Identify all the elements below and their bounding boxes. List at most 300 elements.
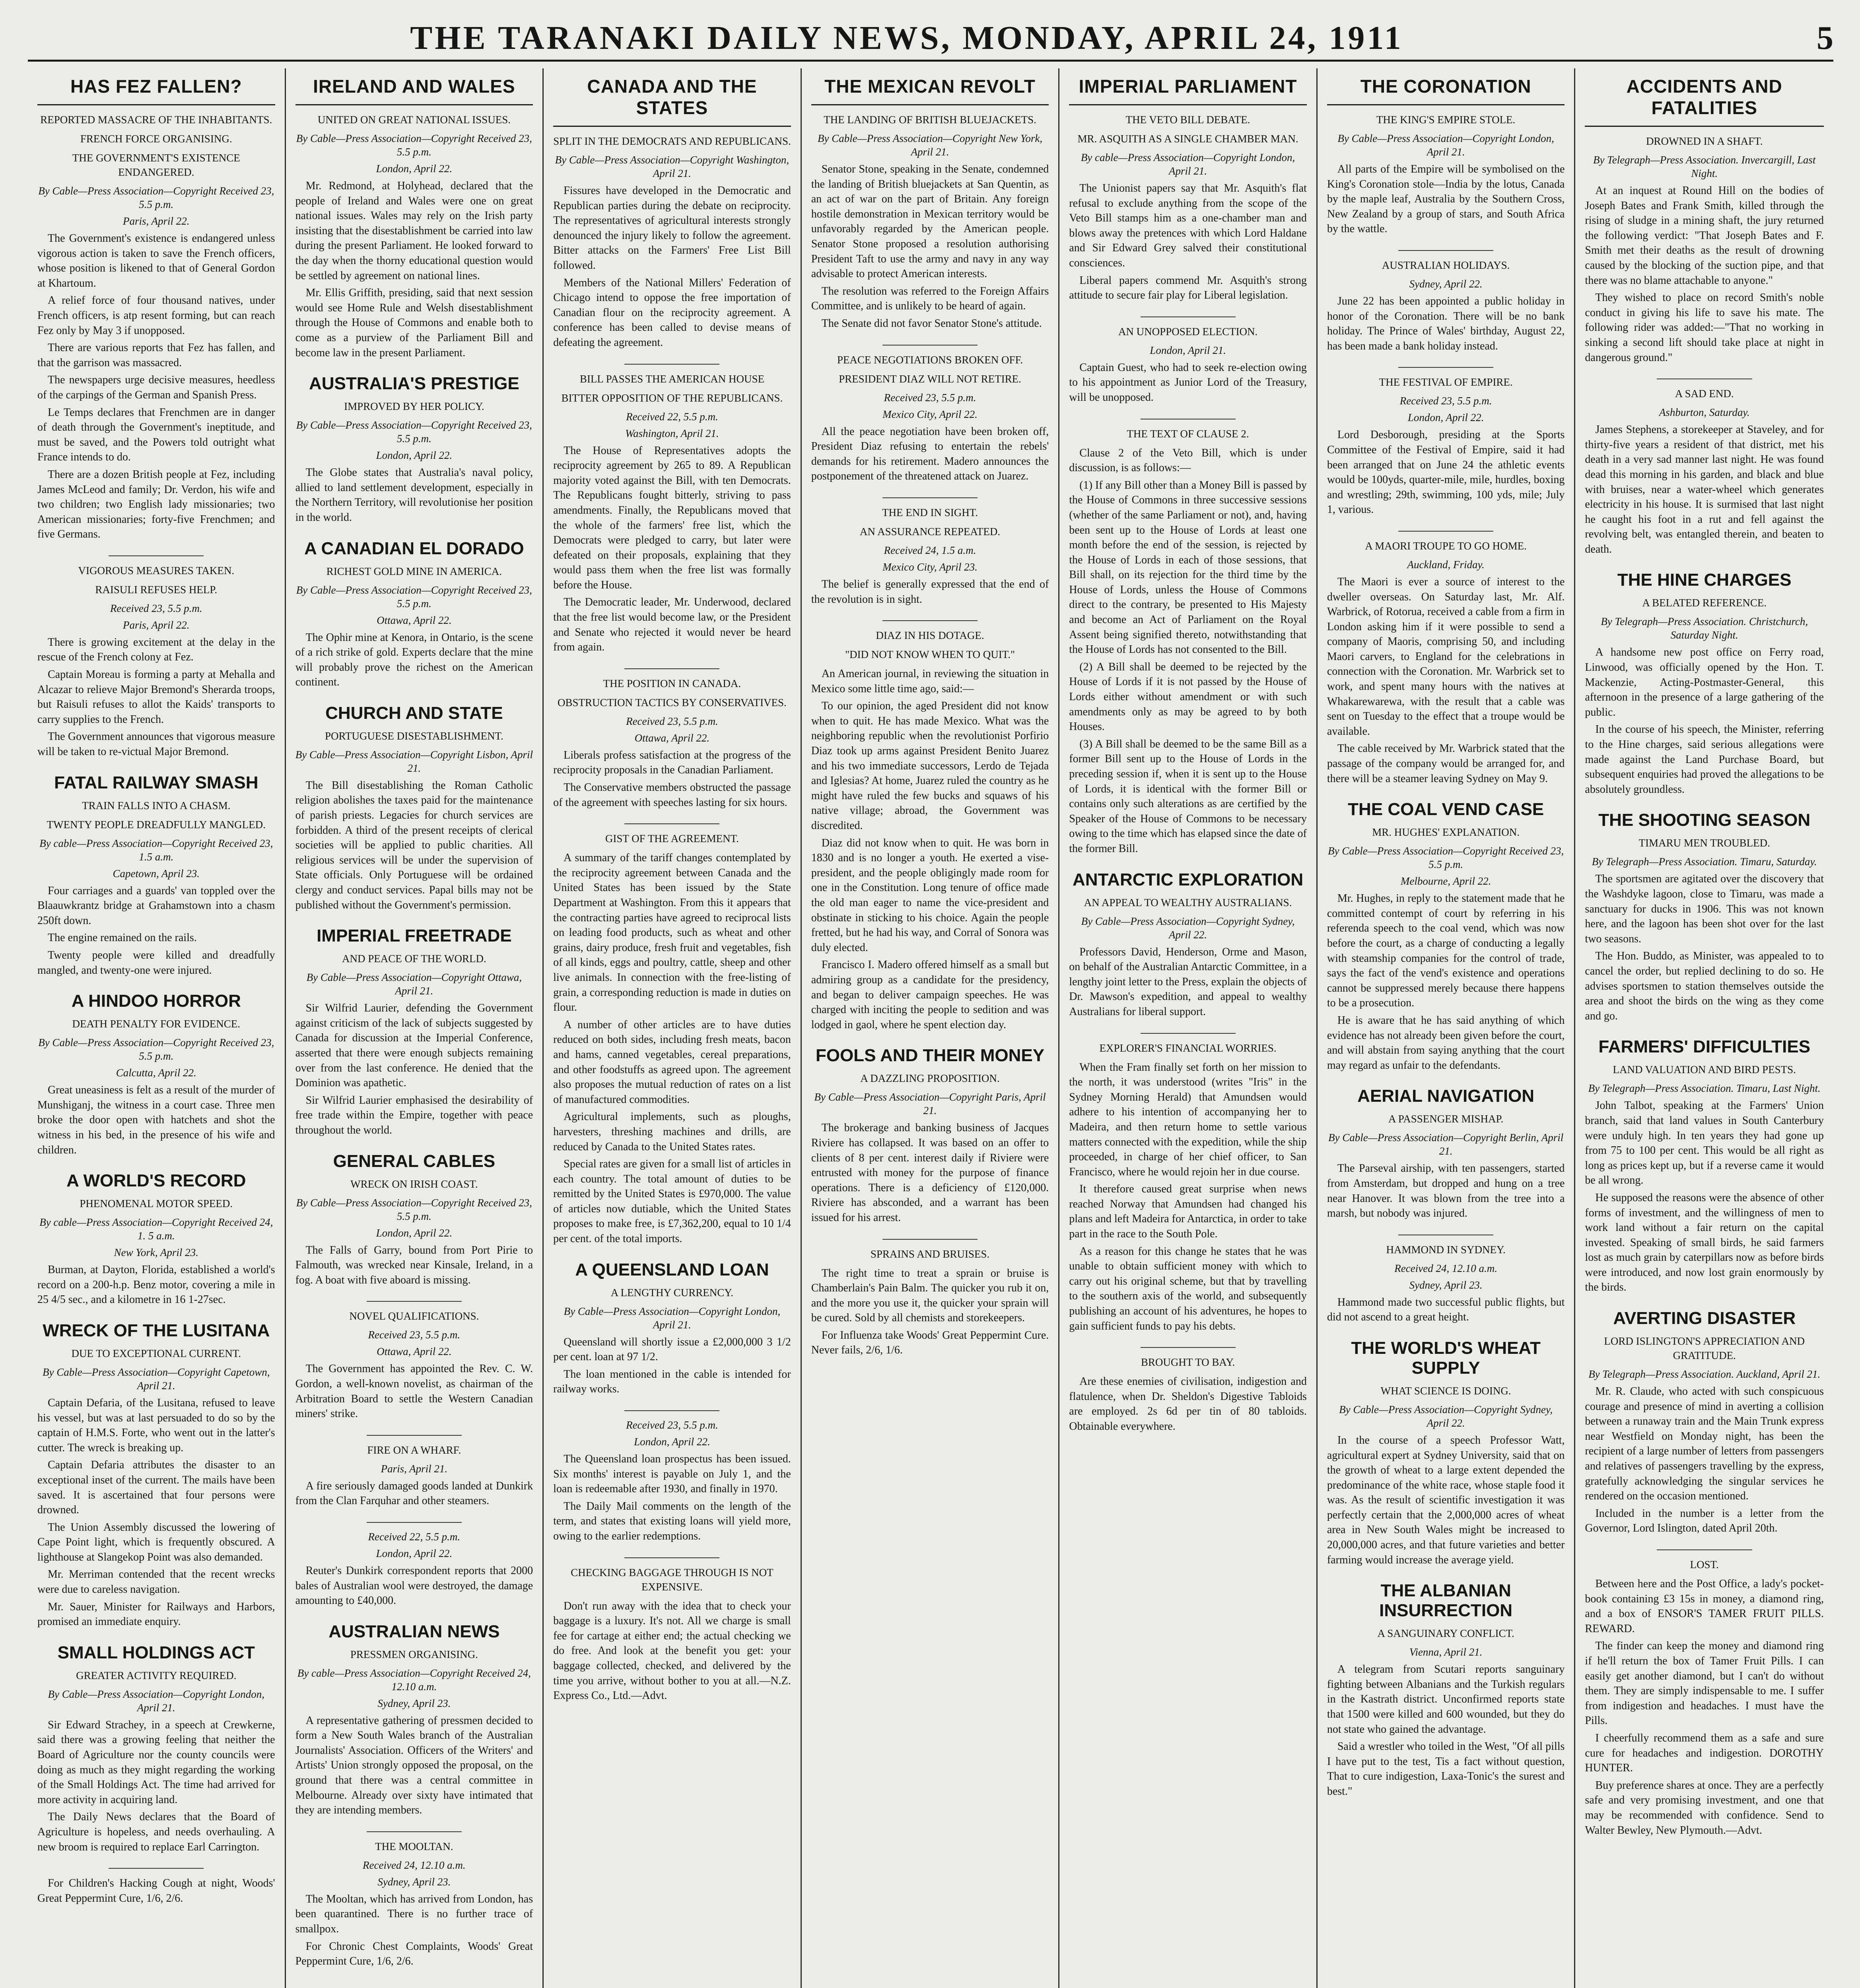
article-subheading: DROWNED IN A SHAFT.: [1646, 135, 1763, 147]
article-paragraph: (3) A Bill shall be deemed to be the same Bill as a former Bill sent up to the House of Lords in the preceding session if, when it is sent up to the House of Lords, it is identical with the former Bill or contains only such alterations as are certified by the Speaker of the House of Commons to be necessary owing to the time which has elapsed since the date of the former Bill.: [1069, 738, 1307, 855]
section-divider: [882, 620, 978, 621]
article-dateline: Received 23, 5.5 p.m.: [884, 391, 976, 404]
article: [37, 991, 275, 1157]
article-dateline: By Cable—Press Association—Copyright Sydney, April 22.: [1339, 1403, 1553, 1429]
article: [295, 374, 533, 525]
article-paragraph: All parts of the Empire will be symbolised on the King's Coronation stole—India by the lotus, Canada by the maple leaf, Australia by the Southern Cross, New Zealand by a group of stars, and South Africa by the wattle.: [1327, 163, 1565, 235]
article-paragraph: As a reason for this change he states that he was unable to obtain sufficient money with which to carry out his original scheme, but that by travelling to the southern axis of the world, and subsequently publishing an account of his adventures, he hopes to gain sufficient funds to pay his debts.: [1069, 1245, 1307, 1332]
article-paragraph: The Senate did not favor Senator Stone's attitude.: [821, 317, 1042, 330]
article-dateline: By Cable—Press Association—Copyright Lisbon, April 21.: [295, 748, 533, 774]
article: [811, 620, 1049, 1032]
article-paragraph: Mr. Merriman contended that the recent wrecks were due to careless navigation.: [37, 1568, 275, 1596]
article-dateline: Received 24, 12.10 a.m.: [1394, 1262, 1497, 1274]
section-divider: [367, 1435, 462, 1436]
article: [1327, 250, 1565, 353]
article: [1327, 1581, 1565, 1799]
article-paragraph: The House of Representatives adopts the reciprocity agreement by 265 to 89. A Republican majority voted against the Bill, with ten Democrats. The Republicans fought bitterly, striving to pass amendments. Finally, the Republicans moved that the whole of the farmers' free list, which the Democrats were pledged to carry, but later were defeated on their proposals, explaining that they would pass them when the free list was formally before the House.: [553, 444, 791, 591]
article-subheading: CHECKING BAGGAGE THROUGH IS NOT EXPENSIVE.: [571, 1566, 774, 1593]
article-dateline: Received 23, 5.5 p.m.: [110, 602, 202, 614]
masthead: [28, 16, 1833, 62]
column-6: [1318, 68, 1576, 1988]
article-headline: FOOLS AND THEIR MONEY: [815, 1046, 1045, 1066]
article-headline: THE HINE CHARGES: [1617, 570, 1792, 590]
article-headline: THE COAL VEND CASE: [1348, 800, 1544, 819]
article-paragraph: At an inquest at Round Hill on the bodies of Joseph Bates and Frank Smith, killed through the rising of sludge in a mining shaft, the jury returned the following verdict: "That Joseph Bates and F. Smith met their deaths as the result of drowning caused by the blocking of the suction pipe, and that there was no blame attachable to anyone.": [1585, 184, 1824, 287]
article-paragraph: Between here and the Post Office, a lady's pocket-book containing £3 15s in money, a diamond ring, and a box of ENSOR'S TAMER FRUIT PILLS. REWARD.: [1585, 1578, 1824, 1635]
article: [1327, 367, 1565, 517]
article-paragraph: Great uneasiness is felt as a result of the murder of Munshiganj, the witness in a court case. Three men broke the door open with hatchets and shot the witness in his bed, in the presence of his wife and children.: [37, 1084, 275, 1156]
article-subheading: A SAD END.: [1675, 388, 1734, 400]
article-headline: CHURCH AND STATE: [325, 703, 503, 723]
article: [37, 1643, 275, 1854]
article-subheading: THE VETO BILL DEBATE.: [1125, 114, 1250, 126]
article-dateline: By Cable—Press Association—Copyright Paris, April 21.: [814, 1091, 1046, 1117]
article-subheading: NOVEL QUALIFICATIONS.: [349, 1310, 479, 1322]
article-subheading: SPLIT IN THE DEMOCRATS AND REPUBLICANS.: [553, 135, 791, 147]
masthead-title: THE TARANAKI DAILY NEWS, MONDAY, APRIL 24, 1911: [410, 19, 1403, 56]
article-dateline: By Cable—Press Association—Copyright London, April 21.: [1337, 132, 1554, 158]
article-headline: A HINDOO HORROR: [71, 991, 241, 1011]
article-paragraph: The Unionist papers say that Mr. Asquith's flat refusal to exclude anything from the scope of the Veto Bill stamps him as a one-chamber man and blows away the pretences with which Lord Haldane and Sir Edward Grey salved their constitutional consciences.: [1069, 182, 1307, 269]
article-subheading: A MAORI TROUPE TO GO HOME.: [1365, 540, 1527, 552]
article: [1585, 1037, 1824, 1295]
article: [1585, 1549, 1824, 1838]
section-divider: [1141, 1347, 1236, 1348]
article-dateline: London, April 21.: [1150, 344, 1226, 356]
section-divider: [109, 1868, 204, 1869]
article-paragraph: Agricultural implements, such as ploughs, harvesters, threshing machines and drills, are reduced by Canada to the United States rates.: [553, 1110, 791, 1153]
article-dateline: Mexico City, April 23.: [882, 561, 978, 573]
article-dateline: By Cable—Press Association—Copyright London, April 21.: [48, 1688, 265, 1714]
column-headline: HAS FEZ FALLEN?: [37, 73, 275, 105]
article-dateline: Ottawa, April 22.: [377, 1345, 452, 1358]
article-headline: WRECK OF THE LUSITANA: [43, 1320, 270, 1340]
article-dateline: By Cable—Press Association—Copyright Berlin, April 21.: [1328, 1132, 1564, 1157]
article-paragraph: For Children's Hacking Cough at night, Woods' Great Peppermint Cure, 1/6, 2/6.: [37, 1877, 275, 1905]
column-5: [1059, 68, 1318, 1988]
article-paragraph: Burman, at Dayton, Florida, established a world's record on a 200-h.p. Benz motor, covering a mile in 25 4/5 sec., and a kilometre in 16 1-27sec.: [37, 1264, 275, 1306]
article-subheading: WHAT SCIENCE IS DOING.: [1380, 1384, 1511, 1397]
article-paragraph: Special rates are given for a small list of articles in each country. The total amount of duties to be remitted by the United States is £970,000. The value of articles now dutiable, which the United States proposes to make free, is £7,362,200, equal to 10 1/4 per cent. of the total imports.: [553, 1158, 791, 1245]
article-subheading: THE POSITION IN CANADA.: [603, 677, 741, 689]
article: [811, 497, 1049, 607]
article: [37, 555, 275, 759]
article-dateline: By cable—Press Association—Copyright Received 24, 1. 5 a.m.: [39, 1216, 273, 1242]
article-paragraph: Hammond made two successful public flights, but did not ascend to a great height.: [1327, 1296, 1565, 1324]
article-dateline: Washington, April 21.: [625, 427, 719, 439]
article: [295, 73, 533, 360]
article-subheading: EXPLORER'S FINANCIAL WORRIES.: [1099, 1042, 1277, 1054]
article-paragraph: The engine remained on the rails.: [48, 932, 197, 944]
section-divider: [624, 364, 719, 365]
article-paragraph: The Queensland loan prospectus has been issued. Six months' interest is payable on July 1, and the loan is redeemable after 1930, and finally in 1970.: [553, 1453, 791, 1495]
article-dateline: Ashburton, Saturday.: [1659, 406, 1750, 419]
article-headline: AUSTRALIAN NEWS: [328, 1621, 500, 1641]
article-dateline: London, April 22.: [376, 163, 453, 175]
article-paragraph: A summary of the tariff changes contemplated by the reciprocity agreement between Canada and the United States has been issued by the State Department at Washington. From this it appears that the contracting parties have agreed to reciprocal lists on leading food products, such as wheat and other grains, dairy produce, fresh fruit and vegetables, fish of all kinds, eggs and poultry, cattle, sheep and other live animals. In connection with the free-listing of grain, a corresponding reduction is made in duties on flour.: [553, 852, 791, 1014]
article-dateline: London, April 22.: [376, 449, 453, 462]
article-subheading: THE TEXT OF CLAUSE 2.: [1127, 427, 1249, 440]
article-paragraph: A number of other articles are to have duties reduced on both sides, including fresh meats, bacon and hams, canned vegetables, cereal preparations, and other foodstuffs as agreed upon. The agreement also proposes the mutual reduction of rates on a list of manufactured commodities.: [553, 1018, 791, 1106]
article-paragraph: All the peace negotiation have been broken off, President Diaz refusing to entertain the rebels' demands for his retirement. Madero announces the postponement of the threatened attack on Juarez.: [811, 425, 1049, 483]
article-paragraph: Fissures have developed in the Democratic and Republican parties during the debate on reciprocity. The representatives of agricultural interests strongly denounced the injury likely to follow the agreement. Bitter attacks on the Farmers' Free List Bill followed.: [553, 184, 791, 272]
article-paragraph: The Mooltan, which has arrived from London, has been quarantined. There is no further trace of smallpox.: [295, 1893, 533, 1936]
article-paragraph: A representative gathering of pressmen decided to form a New South Wales branch of the Australian Journalists' Association. Officers of the Writers' and Artists' Union strongly opposed the proposal, on the ground that there was a central committee in Melbourne. Already over sixty have intimated that they are intending members.: [295, 1714, 533, 1817]
article-paragraph: Professors David, Henderson, Orme and Mason, on behalf of the Australian Antarctic Committee, in a lengthy joint letter to the Press, explain the objects of Dr. Mawson's expedition, and appeal to wealthy Australians for liberal support.: [1069, 945, 1307, 1018]
article-dateline: Sydney, April 23.: [377, 1697, 451, 1709]
article-headline: AERIAL NAVIGATION: [1357, 1086, 1535, 1106]
article-dateline: London, April 22.: [634, 1436, 710, 1448]
article-paragraph: The Democratic leader, Mr. Underwood, declared that the free list would become law, or the President and Senate who rejected it would never be heard from again.: [553, 596, 791, 654]
article-subheading: FRENCH FORCE ORGANISING.: [80, 133, 232, 145]
article-dateline: By Cable—Press Association—Copyright New York, April 21.: [817, 132, 1043, 158]
article-headline: A CANADIAN EL DORADO: [304, 538, 524, 558]
article-paragraph: Captain Defaria, of the Lusitana, refused to leave his vessel, but was at last persuaded to do so by the captain of H.M.S. Forte, who went out in the latter's cutter. The wreck is breaking up.: [37, 1396, 275, 1454]
article-paragraph: The Bill disestablishing the Roman Catholic religion abolishes the taxes paid for the maintenance of parish priests. Legacies for church services are forbidden. A third of the present receipts of clerical societies will be applied to public charities. All religious services will be under the supervision of State officials. Only Portuguese will be ordained clergy and conduct services. Papal bills may not be published without the Government's permission.: [295, 779, 533, 911]
article-subheading: PORTUGUESE DISESTABLISHMENT.: [325, 730, 503, 742]
article-subheading: A BELATED REFERENCE.: [1642, 597, 1767, 609]
article-paragraph: I cheerfully recommend them as a safe and sure cure for headaches and indigestion. DOROTHY HUNTER.: [1585, 1732, 1824, 1774]
article-headline: GENERAL CABLES: [333, 1151, 496, 1171]
article-paragraph: A telegram from Scutari reports sanguinary fighting between Albanians and the Turkish regulars in the Kastrath district. Unconfirmed reports state that 1500 were killed and 600 wounded, but they do not state who gained the advantage.: [1327, 1663, 1565, 1736]
article-subheading: AN ASSURANCE REPEATED.: [859, 525, 1001, 538]
article-paragraph: The Falls of Garry, bound from Port Pirie to Falmouth, was wrecked near Kinsale, Ireland, in a fog. A boat with five aboard is missing.: [295, 1244, 533, 1286]
article-dateline: New York, April 23.: [114, 1246, 198, 1259]
article-dateline: By Cable—Press Association—Copyright Sydney, April 22.: [1081, 915, 1295, 941]
article-subheading: FIRE ON A WHARF.: [367, 1444, 461, 1456]
article-subheading: RICHEST GOLD MINE IN AMERICA.: [326, 565, 502, 577]
article-dateline: By Cable—Press Association—Copyright Washington, April 21.: [555, 154, 789, 179]
article-subheading: RAISULI REFUSES HELP.: [95, 583, 218, 596]
article-dateline: Auckland, Friday.: [1407, 558, 1485, 571]
article-paragraph: A handsome new post office on Ferry road, Linwood, was officially opened by the Hon. T. Mackenzie, Acting-Postmaster-General, this afternoon in the presence of a large gathering of the public.: [1585, 646, 1824, 718]
column-2: [286, 68, 544, 1988]
article-headline: ANTARCTIC EXPLORATION: [1073, 870, 1304, 889]
article-dateline: Vienna, April 21.: [1409, 1646, 1483, 1658]
section-divider: [882, 345, 978, 346]
article-paragraph: Mr. Ellis Griffith, presiding, said that next session would see Home Rule and Welsh disestablishment through the House of Commons and enable both to come as a purview of the Parliament Bill and become law in the present Parliament.: [295, 287, 533, 359]
article-paragraph: In the course of a speech Professor Watt, agricultural expert at Sydney University, said that on the growth of wheat to a large extent depended the predominance of the white race, whose staple food it was. As the result of scientific investigation it was perfectly certain that the 2,000,000 acres of wheat area in New South Wales might be increased to 20,000,000 acres, and that future varieties and better farming would increase the average yield.: [1327, 1434, 1565, 1566]
article: [37, 1171, 275, 1307]
article-dateline: Sydney, April 23.: [1409, 1279, 1483, 1291]
article-paragraph: Clause 2 of the Veto Bill, which is under discussion, is as follows:—: [1069, 447, 1307, 474]
article-paragraph: The resolution was referred to the Foreign Affairs Committee, and is unlikely to be heard of again.: [811, 285, 1049, 313]
article: [295, 926, 533, 1138]
article: [295, 1151, 533, 1288]
article-paragraph: The Globe states that Australia's naval policy, allied to land settlement development, especially in the Northern Territory, will revolutionise her position in the world.: [295, 466, 533, 524]
article-dateline: By Telegraph—Press Association. Christchurch, Saturday Night.: [1601, 615, 1808, 641]
article-dateline: By Cable—Press Association—Copyright Received 23, 5.5 p.m.: [38, 1037, 274, 1062]
article-subheading: "DID NOT KNOW WHEN TO QUIT.": [845, 648, 1015, 661]
article-dateline: Mexico City, April 22.: [882, 408, 978, 420]
article-headline: FARMERS' DIFFICULTIES: [1598, 1037, 1811, 1057]
article-dateline: London, April 22.: [376, 1227, 453, 1239]
column-headline: IMPERIAL PARLIAMENT: [1069, 73, 1307, 105]
article-paragraph: Included in the number is a letter from the Governor, Lord Islington, dated April 20th.: [1585, 1507, 1824, 1535]
article-paragraph: A fire seriously damaged goods landed at Dunkirk from the Clan Farquhar and other steamers.: [295, 1479, 533, 1507]
column-headline: ACCIDENTS AND FATALITIES: [1585, 73, 1824, 127]
article-dateline: Paris, April 22.: [123, 619, 190, 631]
article-paragraph: The sportsmen are agitated over the discovery that the Washdyke lagoon, close to Timaru, was made a sanctuary for ducks in 1906. This was not known here, and the lagoon has been shot over for the last two seasons.: [1585, 873, 1824, 945]
section-divider: [624, 823, 719, 824]
article-dateline: By Telegraph—Press Association. Invercargill, Last Night.: [1593, 154, 1816, 179]
article-subheading: TRAIN FALLS INTO A CHASM.: [82, 799, 231, 812]
section-divider: [1657, 1549, 1752, 1550]
article-dateline: Sydney, April 23.: [377, 1875, 451, 1888]
article: [811, 1046, 1049, 1225]
article-paragraph: The Daily Mail comments on the length of the term, and states that existing loans will yield more, owing to the earlier redemptions.: [553, 1500, 791, 1542]
article-dateline: Received 23, 5.5 p.m.: [368, 1329, 461, 1341]
article-dateline: By cable—Press Association—Copyright Received 24, 12.10 a.m.: [297, 1667, 531, 1693]
article-paragraph: The Maori is ever a source of interest to the dweller overseas. On Saturday last, Mr. Alf. Warbrick, of Rotorua, received a cable from a firm in London asking him if it were possible to send a company of Maoris, comprising 50, and including Maori carvers, to England for the celebrations in connection with the Coronation. Mr. Warbrick set to work, and spent many hours with the natives at Whakarewarewa, with the result that a cable was sent on Tuesday to the effect that a troupe would be available.: [1327, 575, 1565, 738]
article-paragraph: The right time to treat a sprain or bruise is Chamberlain's Pain Balm. The quicker you rub it on, and the more you use it, the quicker your sprain will be cured. Sold by all chemists and storekeepers.: [811, 1267, 1049, 1324]
article-subheading: PHENOMENAL MOTOR SPEED.: [80, 1198, 233, 1210]
article-paragraph: Members of the National Millers' Federation of Chicago intend to oppose the free importation of Canadian flour on the reciprocity agreement. A conference has been called to devise means of defeating the agreement.: [553, 276, 791, 349]
article-dateline: Melbourne, April 22.: [1400, 875, 1491, 887]
article-dateline: Sydney, April 22.: [1409, 278, 1483, 290]
article-dateline: Received 23, 5.5 p.m.: [1399, 395, 1492, 407]
article-headline: A QUEENSLAND LOAN: [575, 1260, 769, 1279]
article-paragraph: The loan mentioned in the cable is intended for railway works.: [553, 1368, 791, 1396]
article: [1069, 419, 1307, 856]
article-paragraph: To our opinion, the aged President did not know when to quit. He has made Mexico. What was the neighboring republic when the revolutionist Porfirio Diaz took up arms against President Benito Juarez and his two immediate successors, Lerdo de Tejada and Iglesias? At home, Juarez ruled the country as he might have ruled the few bucks and squaws of his native village; abroad, the Government was discredited.: [811, 700, 1049, 832]
article: [553, 364, 791, 655]
column-headline: THE MEXICAN REVOLT: [811, 73, 1049, 105]
article-paragraph: The Government has appointed the Rev. C. W. Gordon, a well-known novelist, as chairman of the Arbitration Board to settle the Western Canadian miners' strike.: [295, 1363, 533, 1420]
article-paragraph: Sir Edward Strachey, in a speech at Crewkerne, said there was a growing feeling that neither the Board of Agriculture nor the county councils were doing as much as they might regarding the working of the Small Holdings Act. The time had arrived for more activity in acquiring land.: [37, 1718, 275, 1806]
article-subheading: A DAZZLING PROPOSITION.: [860, 1072, 1000, 1085]
article-dateline: Received 22, 5.5 p.m.: [368, 1530, 461, 1543]
article-subheading: THE MOOLTAN.: [375, 1840, 453, 1852]
article-paragraph: Le Temps declares that Frenchmen are in danger of death through the Government's ineptitude, and must be saved, and the Powers told outright what France intends to do.: [37, 406, 275, 464]
article: [553, 1410, 791, 1544]
article-paragraph: The Hon. Buddo, as Minister, was appealed to to cancel the order, but replied declining to do so. He advises sportsmen to station themselves outside the area and shoot the birds on the wing as they come and go.: [1585, 950, 1824, 1022]
column-3: [544, 68, 802, 1988]
article: [1585, 379, 1824, 557]
article-paragraph: When the Fram finally set forth on her mission to the north, it was understood (writes "Iris" in the Sydney Morning Herald) that Amundsen would adhere to his intention of accompanying her to Madeira, and then return home to settle various matters connected with the expedition, while the ship proceeded, in charge of her chief officer, to San Francisco, where he would rejoin her in due course.: [1069, 1061, 1307, 1178]
article-headline: A WORLD'S RECORD: [66, 1171, 246, 1191]
article-paragraph: The Conservative members obstructed the passage of the agreement with speeches lasting for six hours.: [553, 781, 791, 809]
article-paragraph: For Influenza take Woods' Great Peppermint Cure. Never fails, 2/6, 1/6.: [811, 1329, 1049, 1357]
article: [1585, 73, 1824, 365]
article-paragraph: Twenty people were killed and dreadfully mangled, and twenty-one were injured.: [37, 949, 275, 977]
article-dateline: Received 23, 5.5 p.m.: [626, 1419, 718, 1431]
article-headline: IMPERIAL FREETRADE: [317, 926, 512, 946]
article-dateline: Received 23, 5.5 p.m.: [626, 715, 718, 727]
article-dateline: London, April 22.: [1407, 412, 1484, 424]
article-dateline: By cable—Press Association—Copyright Received 23, 1.5 a.m.: [39, 837, 273, 863]
article-subheading: PRESSMEN ORGANISING.: [350, 1648, 478, 1660]
article-paragraph: The newspapers urge decisive measures, heedless of the carpings of the German and Spanish Press.: [37, 374, 275, 401]
article-paragraph: John Talbot, speaking at the Farmers' Union branch, said that land values in South Canterbury were unduly high. In ten years they had gone up from 75 to 100 per cent. This would be all right as long as prices kept up, but if a reverse came it would be all wrong.: [1585, 1099, 1824, 1187]
article-paragraph: Mr. Redmond, at Holyhead, declared that the people of Ireland and Wales were one on great national issues. Wales may rely on the Irish party insisting that the disestablishment be carried into law during the present Parliament. He looked forward to the day when the thorny educational question would be settled by agreement on national lines.: [295, 180, 533, 282]
column-grid: [28, 68, 1833, 1988]
article-paragraph: Are these enemies of civilisation, indigestion and flatulence, when Dr. Sheldon's Digestive Tabloids are employed. 2s 6d per tin of 80 tabloids. Obtainable everywhere.: [1069, 1375, 1307, 1433]
section-divider: [367, 1522, 462, 1523]
article: [1585, 570, 1824, 797]
article-subheading: AN UNOPPOSED ELECTION.: [1118, 325, 1258, 338]
article: [1327, 800, 1565, 1073]
article-paragraph: Liberal papers commend Mr. Asquith's strong attitude to secure fair play for Liberal legislation.: [1069, 274, 1307, 302]
article: [37, 73, 275, 542]
article-subheading: BITTER OPPOSITION OF THE REPUBLICANS.: [561, 392, 783, 404]
article-dateline: Received 24, 12.10 a.m.: [363, 1859, 466, 1871]
article-paragraph: He supposed the reasons were the absence of other forms of investment, and the willingness of men to work land without a fair return on the capital invested. Speaking of small birds, he said farmers lost as much grain by caterpillars now as before birds were introduced, and now lost grain enormously by the birds.: [1585, 1191, 1824, 1294]
article-subheading: A SANGUINARY CONFLICT.: [1377, 1627, 1514, 1640]
column-headline: THE CORONATION: [1327, 73, 1565, 105]
article: [553, 1557, 791, 1703]
article-headline: THE SHOOTING SEASON: [1598, 810, 1811, 830]
section-divider: [624, 1410, 719, 1411]
article: [1327, 1086, 1565, 1221]
article-paragraph: In the course of his speech, the Minister, referring to the Hine charges, said serious allegations were made against the Land Purchase Board, but subsequent enquiries had proved the allegations to be absolutely groundless.: [1585, 723, 1824, 796]
article-paragraph: Said a wrestler who toiled in the West, "Of all pills I have put to the test, Tis a fact without question, That to cure indigestion, Laxa-Tonic's the surest and best.": [1327, 1740, 1565, 1798]
article-subheading: OBSTRUCTION TACTICS BY CONSERVATIVES.: [558, 696, 787, 709]
article-subheading: PEACE NEGOTIATIONS BROKEN OFF.: [837, 353, 1023, 366]
article-headline: THE WORLD'S WHEAT SUPPLY: [1351, 1338, 1541, 1378]
article: [37, 1868, 275, 1906]
article-dateline: Ottawa, April 22.: [634, 732, 710, 744]
article-paragraph: A relief force of four thousand natives, under French officers, is atp resent forming, but can reach Fez only by May 3 if unopposed.: [37, 294, 275, 337]
article: [37, 773, 275, 978]
article-subheading: MR. ASQUITH AS A SINGLE CHAMBER MAN.: [1077, 133, 1298, 145]
article-paragraph: The Union Assembly discussed the lowering of Cape Point light, which is frequently obscured. A lighthouse at Slangekop Point was also demanded.: [37, 1521, 275, 1563]
article: [553, 1260, 791, 1397]
article: [811, 1239, 1049, 1358]
article-subheading: LAND VALUATION AND BIRD PESTS.: [1613, 1064, 1796, 1076]
article-dateline: By Cable—Press Association—Copyright Capetown, April 21.: [43, 1366, 270, 1392]
article-dateline: Paris, April 22.: [123, 215, 190, 227]
article: [295, 1435, 533, 1508]
article-headline: THE ALBANIAN INSURRECTION: [1379, 1581, 1513, 1621]
article: [295, 703, 533, 912]
article: [553, 73, 791, 350]
section-divider: [1141, 316, 1236, 317]
article-subheading: REPORTED MASSACRE OF THE INHABITANTS.: [40, 114, 272, 126]
column-1: [28, 68, 286, 1988]
article-subheading: AND PEACE OF THE WORLD.: [342, 953, 486, 965]
article-subheading: IMPROVED BY HER POLICY.: [344, 400, 484, 413]
section-divider: [1398, 367, 1493, 368]
article-dateline: By Cable—Press Association—Copyright Received 23, 5.5 p.m.: [296, 584, 532, 610]
article-paragraph: The Government announces that vigorous measure will be taken to re-victual Major Bremond.: [37, 730, 275, 758]
article-paragraph: Sir Wilfrid Laurier emphasised the desirability of free trade within the Empire, together with peace throughout the world.: [295, 1094, 533, 1136]
article-paragraph: There is growing excitement at the delay in the rescue of the French colony at Fez.: [37, 636, 275, 664]
page-number: 5: [1817, 19, 1833, 56]
article-paragraph: It therefore caused great surprise when news reached Norway that Amundsen had changed his plans and left Madeira for Antarctica, in order to take part in the race to the South Pole.: [1069, 1183, 1307, 1241]
article-dateline: Received 22, 5.5 p.m.: [626, 410, 718, 423]
article-dateline: By Telegraph—Press Association. Timaru, Saturday.: [1592, 856, 1817, 868]
article: [1069, 870, 1307, 1019]
article: [1327, 73, 1565, 237]
article-paragraph: Senator Stone, speaking in the Senate, condemned the landing of British bluejackets at San Quentin, as an act of war on the part of Britain. Any foreign hostile demonstration in Mexican territory would be unfavorably regarded by the American people. Senator Stone proposed a resolution authorising President Taft to use the army and navy in any way advisable to protect American interests.: [811, 163, 1049, 280]
column-7: [1575, 68, 1833, 1988]
article-dateline: Ottawa, April 22.: [377, 614, 452, 626]
article-subheading: WRECK ON IRISH COAST.: [350, 1178, 478, 1190]
article: [1327, 531, 1565, 786]
section-divider: [624, 1557, 719, 1558]
article-paragraph: Captain Guest, who had to seek re-election owing to his appointment as Junior Lord of the Treasury, will be unopposed.: [1069, 361, 1307, 404]
article-dateline: By Cable—Press Association—Copyright Received 23, 5.5 p.m.: [296, 1196, 532, 1222]
article-dateline: Capetown, April 23.: [113, 867, 200, 879]
article: [553, 823, 791, 1246]
article-subheading: A LENGTHY CURRENCY.: [610, 1286, 734, 1299]
article: [811, 345, 1049, 484]
article-dateline: By Telegraph—Press Association. Auckland, April 21.: [1588, 1368, 1821, 1380]
article-subheading: SPRAINS AND BRUISES.: [870, 1248, 990, 1260]
article-paragraph: Diaz did not know when to quit. He was born in 1830 and is no longer a youth. He exerted a vise-president, and the people obligingly made room for one in the Constitution. Long tenure of office made the old man eager to name the vice-president and obstinate in sticking to his choice. Again the people fretted, but he had his way, and Corral of Sonora was duly elected.: [811, 837, 1049, 954]
article-paragraph: An American journal, in reviewing the situation in Mexico some little time ago, said:—: [811, 668, 1049, 695]
article: [1069, 316, 1307, 405]
article-dateline: By Cable—Press Association—Copyright Received 23, 5.5 p.m.: [296, 419, 532, 445]
article-paragraph: Reuter's Dunkirk correspondent reports that 2000 bales of Australian wool were destroyed, the damage amounting to £40,000.: [295, 1564, 533, 1607]
article-subheading: DIAZ IN HIS DOTAGE.: [876, 629, 984, 642]
article-paragraph: (2) A Bill shall be deemed to be rejected by the House of Lords if it is not passed by the House of Lords either without amendment or with such amendments only as may be agreed to by both Houses.: [1069, 660, 1307, 733]
article-paragraph: The Parseval airship, with ten passengers, started from Amsterdam, but dropped and hung on a tree near Hanover. It was blown from the tree into a marsh, but nobody was injured.: [1327, 1162, 1565, 1220]
article: [295, 1622, 533, 1818]
article-paragraph: Four carriages and a guards' van toppled over the Blaauwkrantz bridge at Grahamstown into a chasm 250ft down.: [37, 884, 275, 927]
article: [295, 1301, 533, 1421]
article-paragraph: There are a dozen British people at Fez, including James McLeod and family; Dr. Verdon, his wife and two children; two English lady missionaries; two American missionaries; forty-five Frenchmen; and five Germans.: [37, 468, 275, 541]
column-headline: IRELAND AND WALES: [295, 73, 533, 105]
article: [553, 668, 791, 810]
article-paragraph: Queensland will shortly issue a £2,000,000 3 1/2 per cent. loan at 97 1/2.: [553, 1336, 791, 1363]
article-headline: SMALL HOLDINGS ACT: [57, 1642, 255, 1662]
article-subheading: THE GOVERNMENT'S EXISTENCE ENDANGERED.: [72, 152, 240, 178]
article-dateline: Paris, April 21.: [381, 1462, 448, 1475]
article-subheading: UNITED ON GREAT NATIONAL ISSUES.: [317, 114, 511, 126]
article-paragraph: Lord Desborough, presiding at the Sports Committee of the Festival of Empire, said it had been arranged that on June 24 the athletic events would be 100yds, quarter-mile, mile, hurdles, boxing and wrestling; 29th, swimming, 100 yds, mile; July 1, various.: [1327, 429, 1565, 516]
article-subheading: GIST OF THE AGREEMENT.: [605, 833, 739, 845]
article-paragraph: The Government's existence is endangered unless vigorous action is taken to save the French officers, whose position is likened to that of General Gordon at Khartoum.: [37, 232, 275, 289]
article-dateline: Calcutta, April 22.: [116, 1067, 196, 1079]
article-subheading: BROUGHT TO BAY.: [1141, 1356, 1235, 1369]
article-subheading: GREATER ACTIVITY REQUIRED.: [76, 1669, 237, 1681]
article-subheading: LOST.: [1690, 1559, 1719, 1571]
article: [811, 73, 1049, 331]
article-headline: FATAL RAILWAY SMASH: [54, 773, 258, 792]
article-paragraph: June 22 has been appointed a public holiday in honor of the Coronation. There will be no bank holiday. The Prince of Wales' birthday, August 22, has been made a bank holiday instead.: [1327, 295, 1565, 352]
section-divider: [367, 1831, 462, 1832]
article-dateline: By cable—Press Association—Copyright London, April 21.: [1081, 151, 1295, 177]
article-paragraph: James Stephens, a storekeeper at Staveley, and for thirty-five years a resident of that district, met his death in a very sad manner last night. He was found dead this morning in his garden, and black and blue with bruises, near a water-wheel which generates electricity in his house. It is surmised that last night he caught his foot in a rut and fell against the revolving belt, was entangled therein, and beaten to death.: [1585, 423, 1824, 555]
article-subheading: THE KING'S EMPIRE STOLE.: [1376, 114, 1516, 126]
article-subheading: THE END IN SIGHT.: [882, 506, 978, 518]
article-paragraph: The brokerage and banking business of Jacques Riviere has collapsed. It was based on an offer to clients of 8 per cent. interest daily if Riviere were entrusted with money for the purpose of finance operations. There is a deficiency of £120,000. Riviere has absconded, and a warrant has been issued for his arrest.: [811, 1122, 1049, 1224]
article-subheading: HAMMOND IN SYDNEY.: [1386, 1243, 1506, 1256]
article-paragraph: (1) If any Bill other than a Money Bill is passed by the House of Commons in three successive sessions (whether of the same Parliament or not), and, having been sent up to the House of Lords at least one month before the end of the session, is rejected by the House of Lords in each of those sessions, that Bill shall, on its rejection for the third time by the House of Lords, unless the House of Commons direct to the contrary, be presented to His Majesty and become an Act of Parliament on the Royal Assent being signified thereto, notwithstanding that the House of Lords has not consented to the Bill.: [1069, 479, 1307, 656]
article-paragraph: For Chronic Chest Complaints, Woods' Great Peppermint Cure, 1/6, 2/6.: [295, 1940, 533, 1968]
article-paragraph: The belief is generally expressed that the end of the revolution is in sight.: [811, 578, 1049, 606]
article-paragraph: Don't run away with the idea that to check your baggage is a luxury. It's not. All we charge is small fee for cartage at either end; the actual checking we do free. And look at the benefit you get: your baggage collected, checked, and delivered by the time you arrive, without bother to you at all.—N.Z. Express Co., Ltd.—Advt.: [553, 1600, 791, 1702]
article-subheading: A PASSENGER MISHAP.: [1388, 1113, 1504, 1125]
section-divider: [367, 1301, 462, 1302]
article-dateline: By Cable—Press Association—Copyright London, April 21.: [564, 1305, 781, 1331]
article-headline: AUSTRALIA'S PRESTIGE: [309, 374, 519, 394]
article-dateline: By Cable—Press Association—Copyright Ottawa, April 21.: [306, 971, 522, 997]
article-paragraph: They wished to place on record Smith's noble conduct in giving his life to save his mate. The following rider was added:—"That no working in sinking a second lift should take place at night in dangerous ground.": [1585, 291, 1824, 364]
article-subheading: BILL PASSES THE AMERICAN HOUSE: [579, 373, 764, 385]
article: [37, 1321, 275, 1629]
section-divider: [882, 1239, 978, 1240]
article-paragraph: He is aware that he has said anything of which evidence has not already been given before the court, and will abstain from saying anything that the court may regard as unfair to the defendants.: [1327, 1014, 1565, 1072]
article-subheading: THE LANDING OF BRITISH BLUEJACKETS.: [824, 114, 1036, 126]
article-subheading: PRESIDENT DIAZ WILL NOT RETIRE.: [839, 373, 1021, 385]
article-headline: AVERTING DISASTER: [1613, 1309, 1796, 1328]
article: [1585, 1309, 1824, 1536]
article: [295, 1831, 533, 1969]
section-divider: [882, 497, 978, 498]
